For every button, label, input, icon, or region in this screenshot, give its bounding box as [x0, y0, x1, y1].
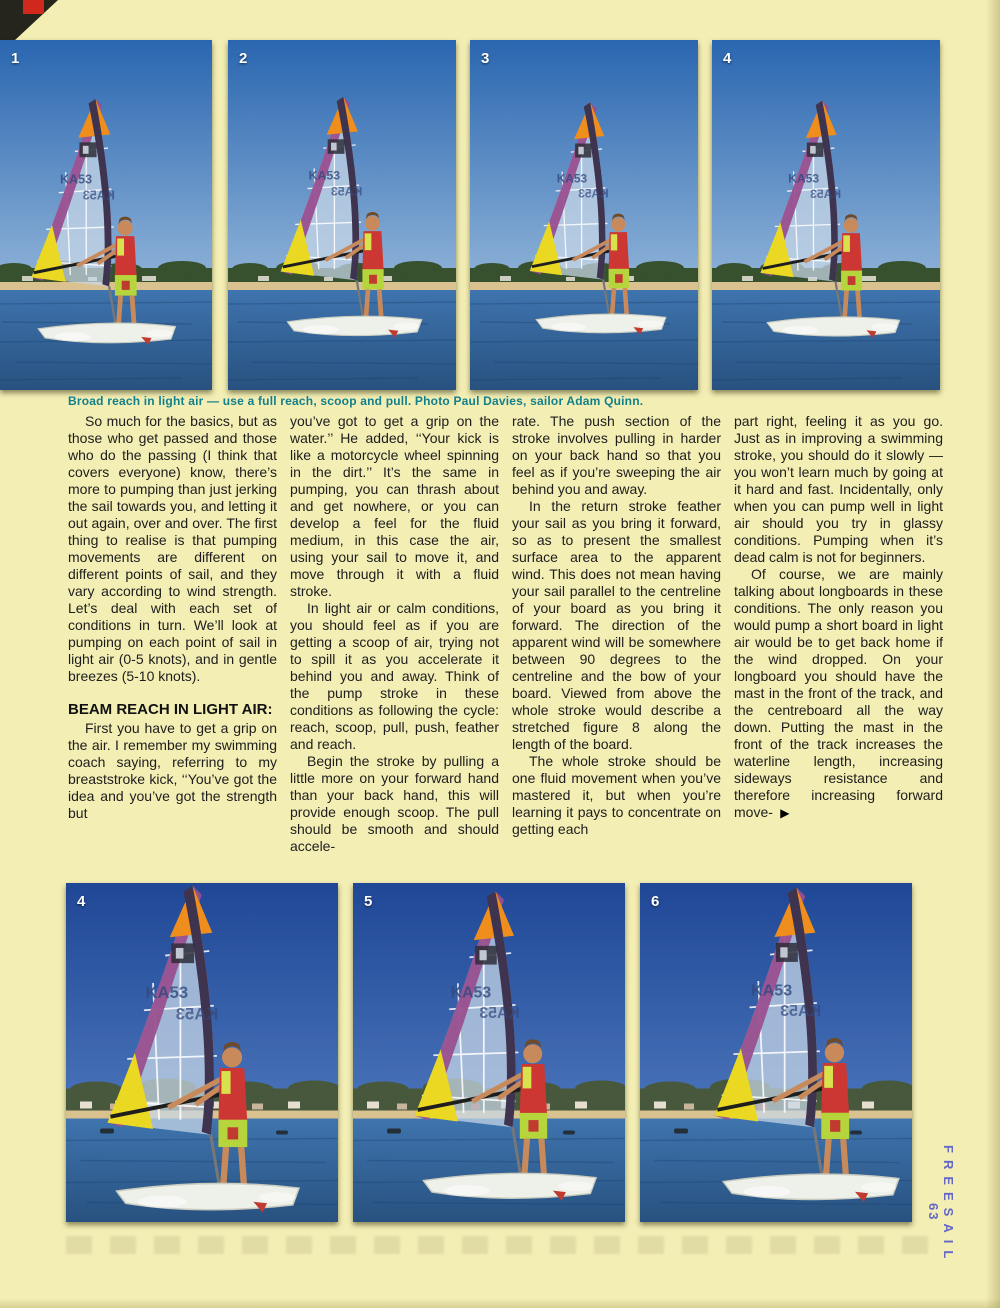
page-edge-shadow-right — [986, 0, 1000, 1308]
photo-caption: Broad reach in light air — use a full reach, scoop and pull. Photo Paul Davies, sailor Adam Quinn. — [68, 394, 644, 408]
magazine-title: FREESAIL — [941, 1144, 956, 1266]
windsurf-scene — [712, 40, 940, 390]
photo-sequence-top-3 — [470, 40, 698, 390]
text-column-3 — [512, 413, 721, 875]
photo-number: 1 — [11, 50, 20, 67]
body-paragraph: In light air or calm conditions, you should feel as if you are getting a scoop of air, trying not to spill it as you accelerate it behind you and away. Think of the pump stroke in these conditions as following the cycle: reach, scoop, pull, push, feather and reach. — [290, 600, 499, 752]
photo-sequence-bottom-6 — [640, 883, 912, 1222]
photo-number: 3 — [481, 50, 490, 67]
body-paragraph: Of course, we are mainly talking about longboards in these conditions. The only reason you would pump a short board in light air would be to get back home if the wind dropped. On your longboard you should have the mast in the front of the track, and the centreboard all the way down. Putting the mast in the front of the track increases the waterline length, increasing sideways resistance and therefore increasing forward move- ▶ — [734, 566, 943, 820]
body-paragraph: you’ve got to get a grip on the water.’’ He added, ‘‘Your kick is like a motorcycle wheel spinning in the dirt.’’ It’s the same in pumping, you can thrash about and get nowhere, or you can develop a feel for the fluid medium, in this case the air, using your sail to move it, and move through it with a fluid stroke. — [290, 413, 499, 599]
photo-sequence-top-2 — [228, 40, 456, 390]
photo-number: 2 — [239, 50, 248, 67]
photo-sequence-top-4 — [712, 40, 940, 390]
body-paragraph: part right, feeling it as you go. Just as in improving a swimming stroke, you should do it slowly — you won’t learn much by going at it hard and fast. Incidentally, only when you can pump well in light air should you try in glassy conditions. Pumping when it’s dead calm is not for beginners. — [734, 413, 943, 565]
text-column-4 — [734, 413, 943, 875]
page-number: 63 — [926, 1202, 941, 1222]
windsurf-scene — [66, 883, 338, 1222]
continuation-arrow-icon: ▶ — [776, 806, 790, 820]
photo-number: 6 — [651, 893, 660, 910]
photo-sequence-bottom-4 — [66, 883, 338, 1222]
registration-mark — [23, 0, 44, 14]
text-column-1 — [68, 413, 277, 875]
body-paragraph: In the return stroke feather your sail as you bring it forward, so as to present the smallest surface area to the apparent wind. This does not mean having your sail parallel to the centreline of your board as you bring it forward. The direction of the apparent wind will be somewhere between 90 degrees to the centreline and the bow of your board. Viewed from above the whole stroke would describe a stretched figure 8 along the length of the board. — [512, 498, 721, 752]
windsurf-scene — [640, 883, 912, 1222]
body-paragraph: The whole stroke should be one fluid movement when you’ve mastered it, but when you’re learning it pays to concentrate on getting each — [512, 753, 721, 837]
windsurf-scene — [0, 40, 212, 390]
photo-number: 5 — [364, 893, 373, 910]
article-columns — [68, 413, 946, 875]
body-paragraph: rate. The push section of the stroke involves pulling in harder on your back hand so that you feel as if you’re sweeping the air behind you and away. — [512, 413, 721, 497]
body-paragraph: So much for the basics, but as those who get passed and those who do the passing (I think that covers everyone) know, there’s more to pumping than just jerking the sail towards you, and letting it out again, over and over. The first thing to realise is that pumping movements are different on different points of sail, and they vary according to wind strength. Let’s deal with each set of conditions in turn. We’ll look at pumping on each point of sail in light air (0-5 knots), and in gentle breezes (5-10 knots). — [68, 413, 277, 684]
windsurf-scene — [353, 883, 625, 1222]
photo-number: 4 — [77, 893, 86, 910]
page-showthrough — [66, 1236, 928, 1254]
photo-number: 4 — [723, 50, 732, 67]
photo-sequence-top-1 — [0, 40, 212, 390]
windsurf-scene — [470, 40, 698, 390]
page-edge-shadow-bottom — [0, 1298, 1000, 1308]
body-paragraph: First you have to get a grip on the air. I remember my swimming coach saying, referring to my breaststroke kick, ‘‘You’ve got the idea and you’ve got the strength but — [68, 720, 277, 821]
body-paragraph: Begin the stroke by pulling a little more on your forward hand than your back hand, this will provide enough scoop. The pull should be smooth and should accele- — [290, 753, 499, 854]
photo-sequence-bottom-5 — [353, 883, 625, 1222]
text-column-2 — [290, 413, 499, 875]
windsurf-scene — [228, 40, 456, 390]
section-heading: BEAM REACH IN LIGHT AIR: — [68, 701, 273, 718]
magazine-spine — [926, 1120, 956, 1290]
